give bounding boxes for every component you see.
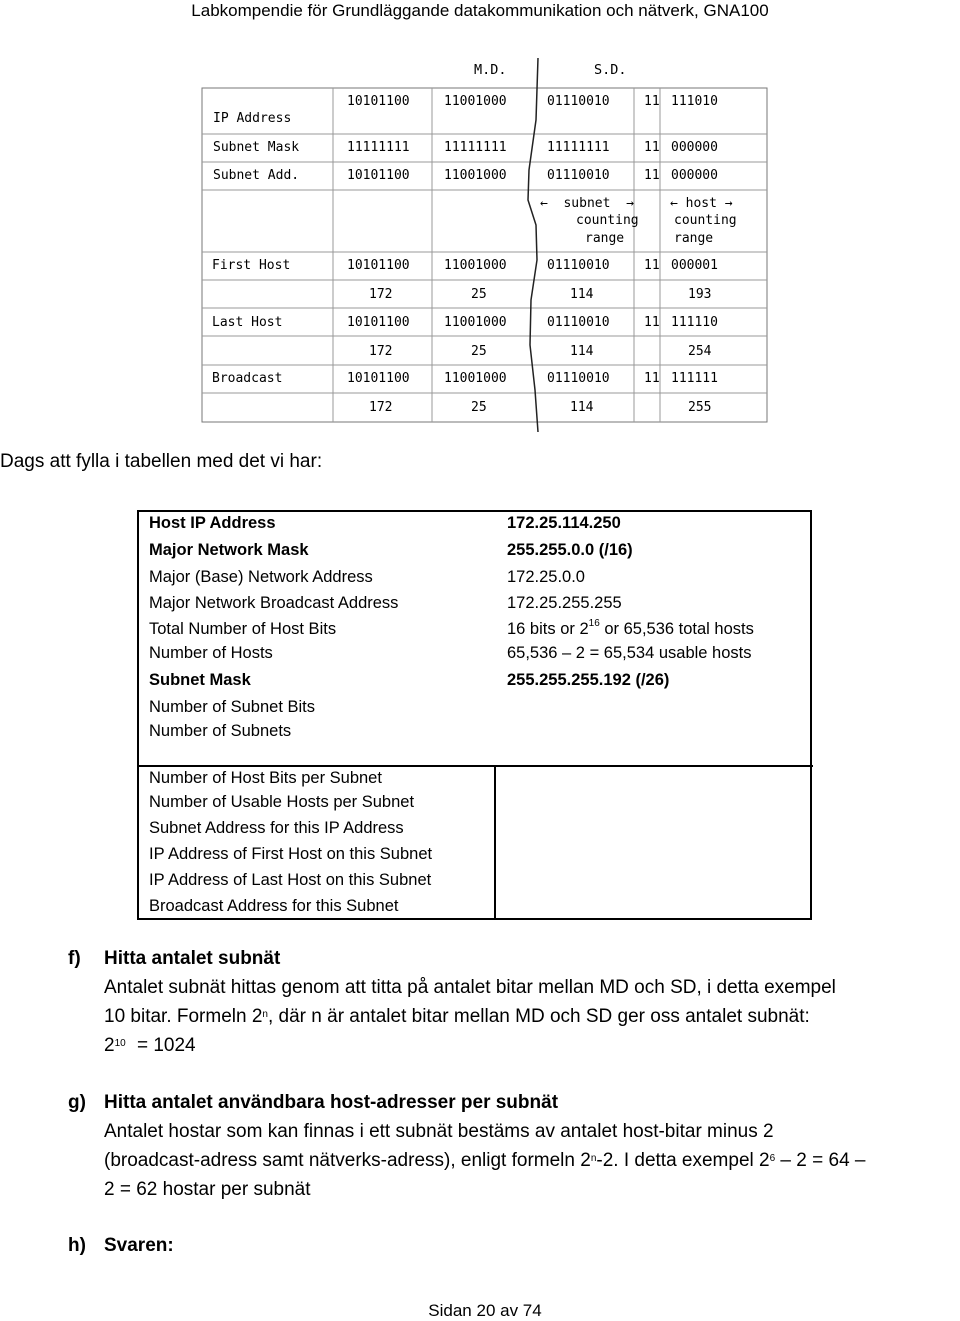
- fig-decimal: 114: [570, 287, 594, 302]
- host-bits-sup: 16: [588, 618, 600, 629]
- fig-decimal: 255: [688, 400, 712, 415]
- fig-octet: 10101100: [347, 168, 410, 183]
- fig-decimal: 172: [369, 287, 393, 302]
- row-value: 255.255.255.192 (/26): [507, 671, 670, 689]
- fig-label-mask: Subnet Mask: [213, 140, 300, 155]
- fig-octet: 111111: [671, 371, 718, 386]
- fig-octet: 11: [644, 94, 660, 109]
- section-g-line1: Antalet hostar som kan finnas i ett subnät bestäms av antalet host-bitar minus 2: [104, 1121, 774, 1142]
- section-g-line3: 2 = 62 hostar per subnät: [104, 1179, 311, 1200]
- section-h-title: Svaren:: [104, 1235, 174, 1256]
- section-f-line1: Antalet subnät hittas genom att titta på antalet bitar mellan MD och SD, i detta exempel: [104, 977, 836, 998]
- row-value: 65,536 – 2 = 65,534 usable hosts: [507, 644, 752, 662]
- fig-octet: 000001: [671, 258, 718, 273]
- fig-octet: 10101100: [347, 258, 410, 273]
- fig-decimal: 25: [471, 344, 487, 359]
- section-g-letter: g): [68, 1092, 86, 1113]
- fig-decimal: 254: [688, 344, 712, 359]
- g-line2-sup2: 6: [769, 1153, 776, 1164]
- page-header: Labkompendie för Grundläggande datakommunikation och nätverk, GNA100: [191, 1, 769, 20]
- fig-octet: 01110010: [547, 94, 610, 109]
- g-line2-c: – 2 = 64 –: [775, 1150, 866, 1171]
- row-label: Number of Host Bits per Subnet: [149, 769, 382, 787]
- fig-octet: 10101100: [347, 371, 410, 386]
- f-line2-a: 10 bitar. Formeln 2: [104, 1006, 263, 1027]
- fig-octet: 10101100: [347, 94, 410, 109]
- fig-octet: 11: [644, 258, 660, 273]
- row-label: Broadcast Address for this Subnet: [149, 897, 399, 915]
- row-label: IP Address of First Host on this Subnet: [149, 845, 433, 863]
- f-line2-sup: n: [262, 1009, 268, 1020]
- row-value: 255.255.0.0 (/16): [507, 541, 633, 559]
- section-f-line2: [104, 1002, 810, 1031]
- page-footer: Sidan 20 av 74: [428, 1301, 542, 1320]
- fig-decimal: 172: [369, 344, 393, 359]
- row-label: Major (Base) Network Address: [149, 568, 373, 586]
- fig-label-last-host: Last Host: [212, 315, 283, 330]
- fig-decimal: 114: [570, 400, 594, 415]
- g-line2-sup1: n: [590, 1153, 597, 1164]
- subnet-range-1: ← subnet →: [540, 196, 634, 211]
- row-label: Number of Hosts: [149, 644, 273, 662]
- row-label: Number of Subnet Bits: [149, 698, 315, 716]
- fig-octet: 10101100: [347, 315, 410, 330]
- section-h-letter: h): [68, 1235, 86, 1256]
- f-line3-sup: 10: [114, 1038, 126, 1049]
- row-label: Number of Usable Hosts per Subnet: [149, 793, 415, 811]
- fig-octet: 111110: [671, 315, 718, 330]
- sd-label: S.D.: [594, 62, 627, 78]
- section-f-title: Hitta antalet subnät: [104, 948, 281, 969]
- fig-decimal: 25: [471, 400, 487, 415]
- g-line2-b: -2. I detta exempel 2: [596, 1150, 770, 1171]
- g-line2-a: (broadcast-adress samt nätverks-adress), enligt formeln 2: [104, 1150, 591, 1171]
- fig-octet: 11001000: [444, 94, 507, 109]
- f-line3-b: = 1024: [131, 1035, 196, 1056]
- fig-octet: 01110010: [547, 258, 610, 273]
- section-f-line3: [104, 1031, 196, 1060]
- subnet-range-2: counting: [576, 213, 639, 228]
- subnet-range-3: range: [585, 231, 625, 246]
- fig-octet: 01110010: [547, 371, 610, 386]
- fig-octet: 11: [644, 371, 660, 386]
- row-label: Host IP Address: [149, 514, 276, 532]
- row-label: Major Network Mask: [149, 541, 309, 559]
- section-g-title: Hitta antalet användbara host-adresser per subnät: [104, 1092, 559, 1113]
- fig-octet: 11: [644, 315, 660, 330]
- row-label: Total Number of Host Bits: [149, 620, 337, 638]
- fig-octet: 11001000: [444, 168, 507, 183]
- fig-label-subnet-add: Subnet Add.: [213, 168, 300, 183]
- fig-octet: 11001000: [444, 258, 507, 273]
- fig-label-first-host: First Host: [212, 258, 291, 273]
- intro-text: Dags att fylla i tabellen med det vi har:: [0, 451, 323, 472]
- host-range-3: range: [674, 231, 714, 246]
- fig-octet: 11: [644, 168, 660, 183]
- row-label: Subnet Address for this IP Address: [149, 819, 404, 837]
- fig-octet: 11111111: [347, 140, 410, 155]
- fig-octet: 01110010: [547, 315, 610, 330]
- row-value: 172.25.0.0: [507, 568, 585, 586]
- row-value: 172.25.255.255: [507, 594, 622, 612]
- fig-octet: 111010: [671, 94, 718, 109]
- host-bits-post: or 65,536 total hosts: [599, 620, 754, 638]
- row-label: Subnet Mask: [149, 671, 251, 689]
- fig-octet: 11: [644, 140, 660, 155]
- fig-decimal: 25: [471, 287, 487, 302]
- fig-octet: 11001000: [444, 371, 507, 386]
- fig-label-ip: IP Address: [213, 111, 292, 126]
- row-label: Number of Subnets: [149, 722, 292, 740]
- host-bits-pre: 16 bits or 2: [507, 620, 589, 638]
- md-label: M.D.: [474, 62, 507, 78]
- row-label: Major Network Broadcast Address: [149, 594, 399, 612]
- section-g-line2: [104, 1146, 865, 1175]
- f-line2-b: , där n är antalet bitar mellan MD och SD ger oss antalet subnät:: [267, 1006, 810, 1027]
- fig-octet: 000000: [671, 168, 718, 183]
- subnet-figure: [0, 0, 960, 440]
- host-range-1: ← host →: [670, 196, 733, 211]
- fig-octet: 11001000: [444, 315, 507, 330]
- fig-octet: 11111111: [444, 140, 507, 155]
- host-bits-value: [507, 620, 754, 639]
- row-value: 172.25.114.250: [507, 514, 621, 532]
- fig-decimal: 193: [688, 287, 712, 302]
- fig-decimal: 114: [570, 344, 594, 359]
- section-f-letter: f): [68, 948, 81, 969]
- fig-octet: 000000: [671, 140, 718, 155]
- row-label: IP Address of Last Host on this Subnet: [149, 871, 432, 889]
- fig-label-broadcast: Broadcast: [212, 371, 283, 386]
- fig-octet: 01110010: [547, 168, 610, 183]
- host-range-2: counting: [674, 213, 737, 228]
- f-line3-a: 2: [104, 1035, 115, 1056]
- fig-octet: 11111111: [547, 140, 610, 155]
- fig-decimal: 172: [369, 400, 393, 415]
